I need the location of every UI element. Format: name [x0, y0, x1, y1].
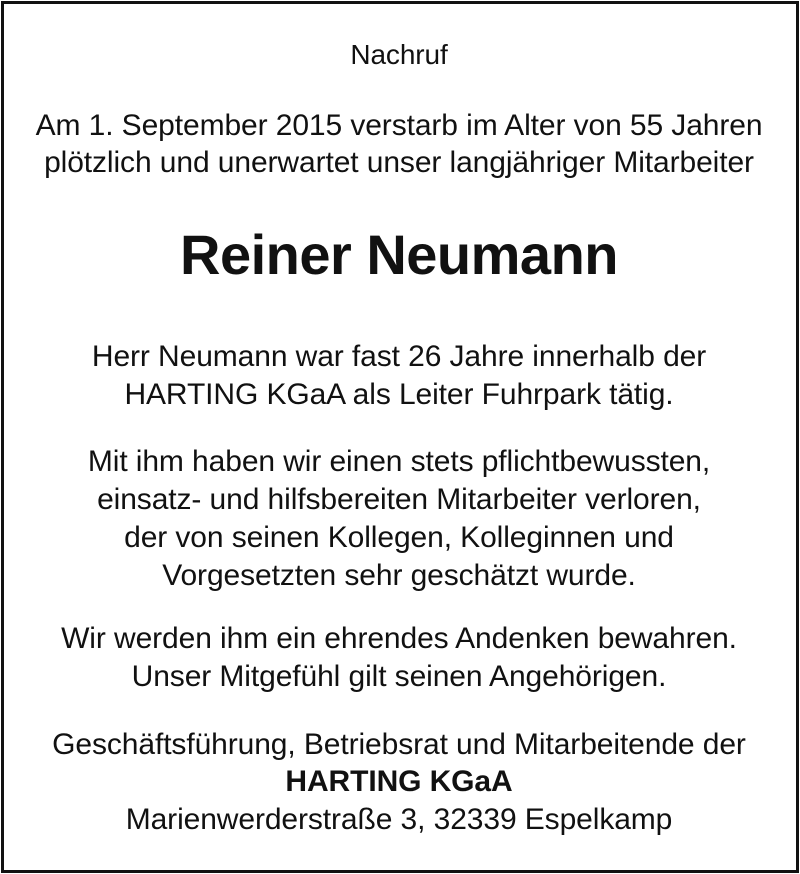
- paragraph-2-line-2: einsatz- und hilfsbereiten Mitarbeiter verloren,: [97, 483, 701, 516]
- paragraph-2-line-4: Vorgesetzten sehr geschätzt wurde.: [162, 559, 636, 592]
- paragraph-3-line-1: Wir werden ihm ein ehrendes Andenken bewahren.: [61, 622, 737, 655]
- signature-line: Geschäftsführung, Betriebsrat und Mitarbeitende der: [52, 728, 746, 761]
- intro-line-2: plötzlich und unerwartet unser langjähriger Mitarbeiter: [44, 146, 754, 179]
- paragraph-2-line-1: Mit ihm haben wir einen stets pflichtbewussten,: [87, 445, 711, 478]
- paragraph-1-line-1: Herr Neumann war fast 26 Jahre innerhalb der: [91, 340, 707, 373]
- paragraph-3-line-2: Unser Mitgefühl gilt seinen Angehörigen.: [131, 660, 667, 693]
- notice-heading: Nachruf: [350, 39, 448, 70]
- intro-line-1: Am 1. September 2015 verstarb im Alter von 55 Jahren: [35, 109, 763, 142]
- signature-address: Marienwerderstraße 3, 32339 Espelkamp: [125, 803, 673, 836]
- deceased-name: Reiner Neumann: [180, 223, 618, 286]
- signature-company: HARTING KGaA: [285, 765, 513, 798]
- paragraph-2-line-3: der von seinen Kollegen, Kolleginnen und: [124, 521, 674, 554]
- paragraph-1-line-2: HARTING KGaA als Leiter Fuhrpark tätig.: [124, 378, 674, 411]
